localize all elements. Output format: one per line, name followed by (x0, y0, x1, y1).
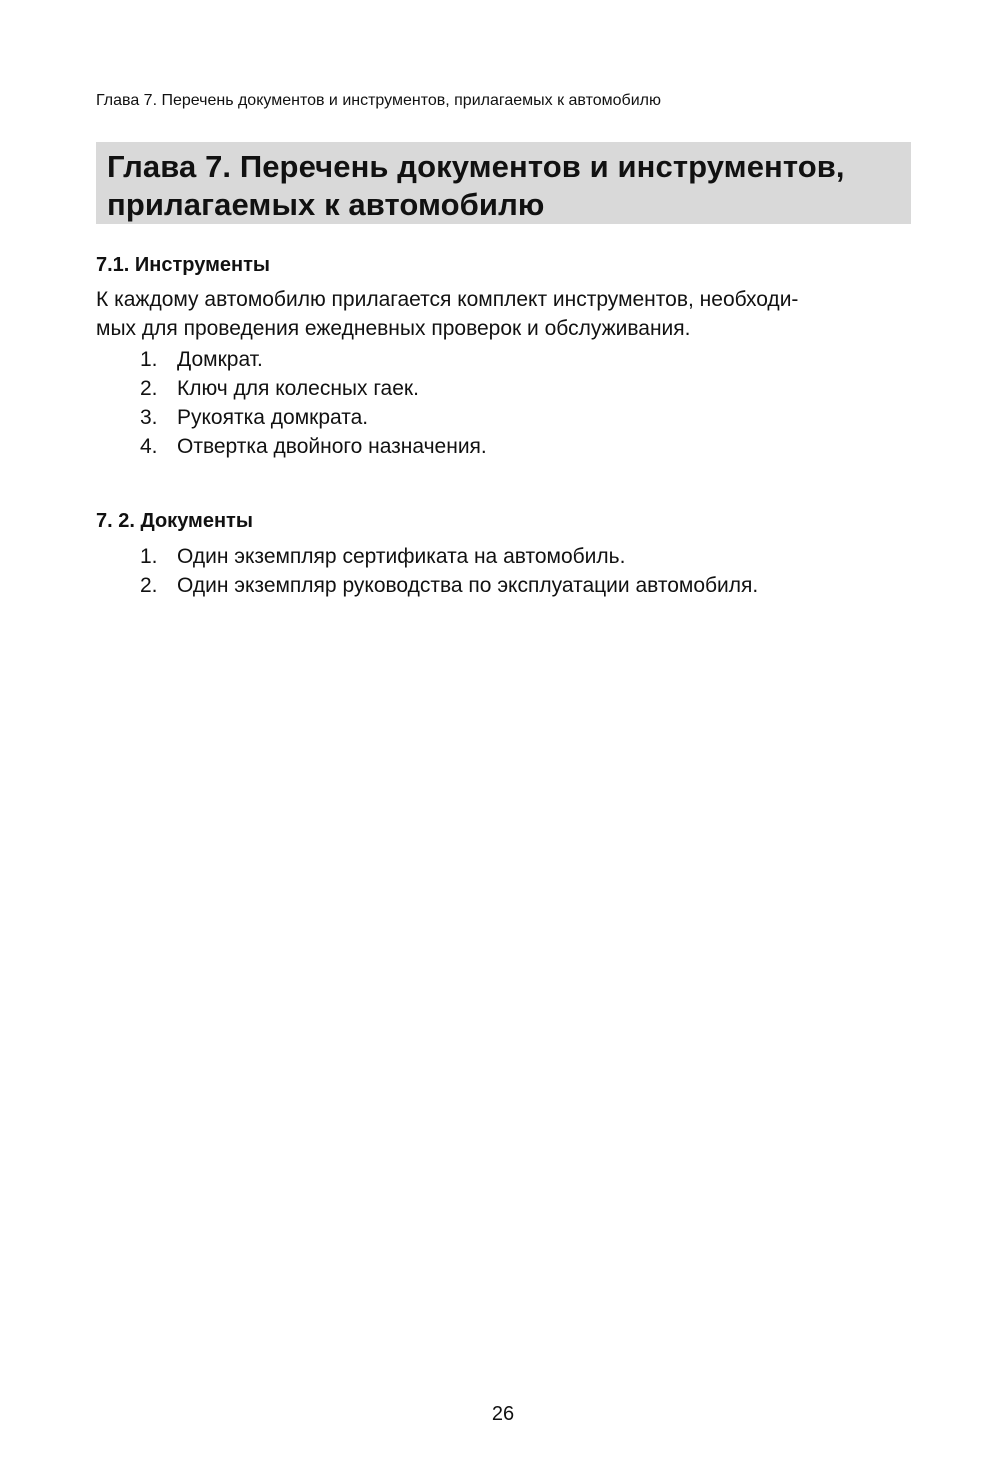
chapter-title (107, 148, 901, 224)
list-item-text: Рукоятка домкрата. (177, 406, 369, 429)
list-item (0, 345, 1006, 374)
list-item-text: Ключ для колесных гаек. (177, 377, 419, 400)
page-number: 26 (491, 1403, 515, 1425)
list-item (0, 403, 1006, 432)
section-heading-tools: 7.1. Инструменты (96, 254, 270, 276)
list-item (0, 374, 1006, 403)
list-item-text: Отвертка двойного назначения. (177, 435, 487, 458)
tools-intro-line-1: К каждому автомобилю прилагается комплект инструментов, необходи- (96, 288, 799, 311)
list-item (0, 571, 1006, 600)
list-item-number: 2. (140, 574, 158, 597)
list-item-text: Домкрат. (177, 348, 263, 371)
list-item-number: 2. (140, 377, 158, 400)
section-heading-documents: 7. 2. Документы (96, 510, 253, 532)
list-item-number: 1. (140, 348, 158, 371)
chapter-title-line-2: прилагаемых к автомобилю (107, 187, 545, 222)
chapter-title-box (96, 142, 911, 224)
tools-list (0, 345, 1006, 461)
list-item (0, 432, 1006, 461)
list-item-text: Один экземпляр руководства по эксплуатации автомобиля. (177, 574, 759, 597)
chapter-title-line-1: Глава 7. Перечень документов и инструментов, (107, 149, 845, 184)
list-item-number: 3. (140, 406, 158, 429)
list-item (0, 542, 1006, 571)
list-item-number: 4. (140, 435, 158, 458)
list-item-number: 1. (140, 545, 158, 568)
running-header: Глава 7. Перечень документов и инструментов, прилагаемых к автомобилю (96, 92, 661, 109)
list-item-text: Один экземпляр сертификата на автомобиль. (177, 545, 626, 568)
tools-intro-line-2: мых для проведения ежедневных проверок и обслуживания. (96, 317, 691, 340)
documents-list (0, 542, 1006, 600)
tools-intro-paragraph (96, 285, 911, 343)
